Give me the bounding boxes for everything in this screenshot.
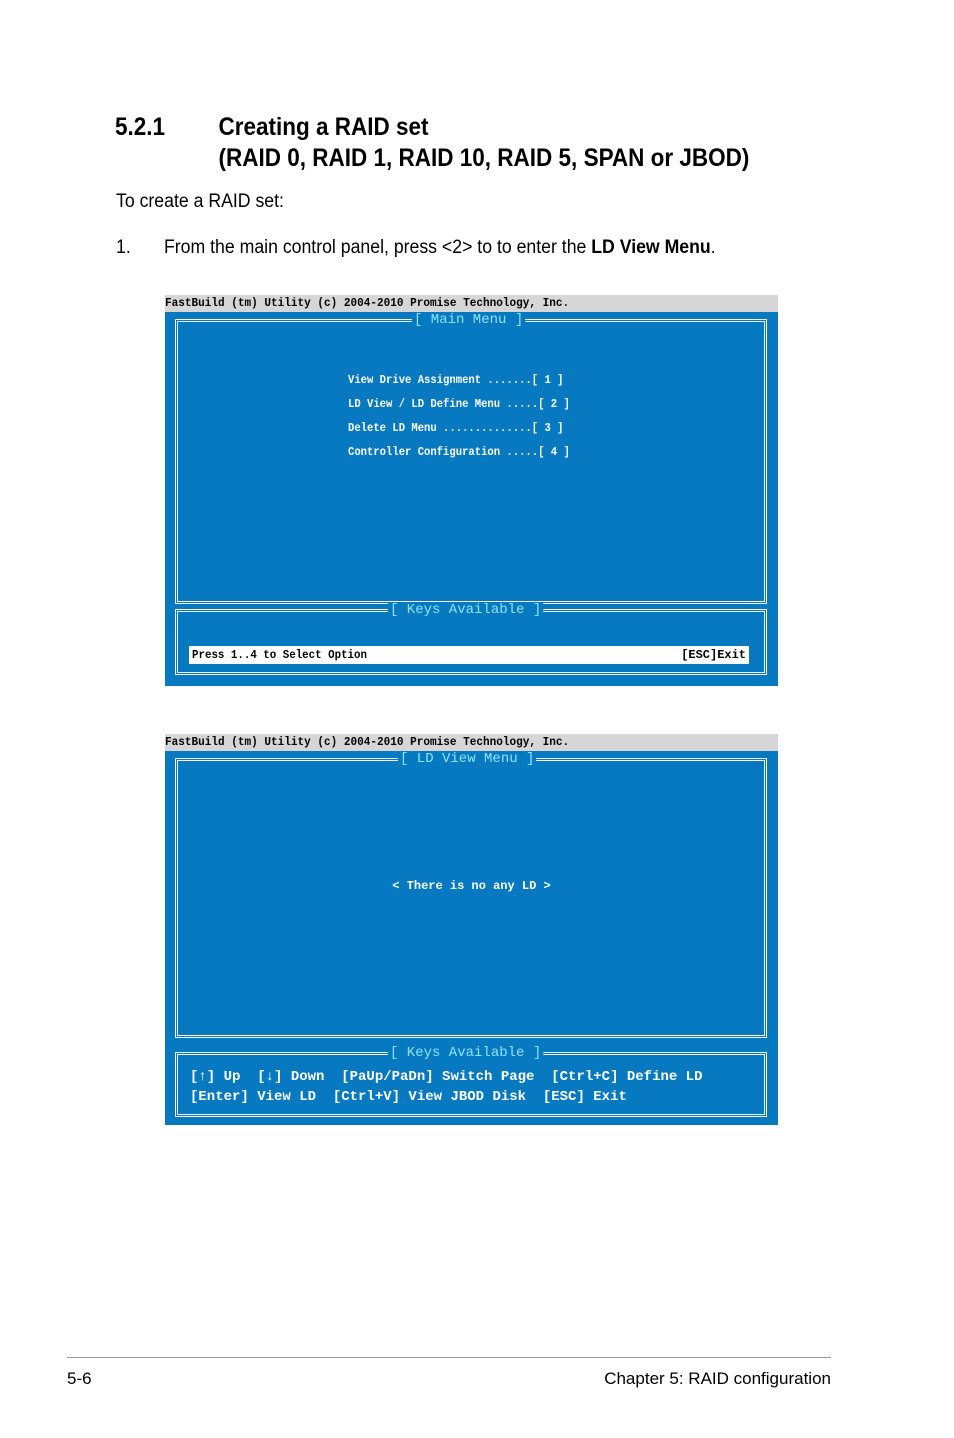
main-menu-frame: [175, 312, 767, 604]
no-ld-message: < There is no any LD >: [392, 879, 551, 893]
keys-line-2: [Enter] View LD [Ctrl+V] View JBOD Disk [ESC] Exit: [190, 1089, 627, 1105]
esc-exit-key[interactable]: [ESC]Exit: [681, 648, 746, 662]
utility-title-text: FastBuild (tm) Utility (c) 2004-2010 Promise Technology, Inc.: [165, 735, 570, 749]
page-number: 5-6: [67, 1369, 92, 1388]
menu-item-controller-configuration[interactable]: Controller Configuration .....[ 4 ]: [348, 445, 570, 459]
step-text-end: .: [710, 237, 716, 258]
step-number: 1.: [116, 237, 131, 258]
ld-view-menu-screenshot: [165, 734, 778, 1125]
main-menu-body: [165, 312, 778, 686]
intro-text: To create a RAID set:: [116, 191, 284, 212]
ld-view-menu-body: [165, 751, 778, 1125]
chapter-title: Chapter 5: RAID configuration: [604, 1369, 831, 1388]
utility-title-bar: [165, 295, 778, 312]
section-title-line2: (RAID 0, RAID 1, RAID 10, RAID 5, SPAN or JBOD): [218, 144, 750, 172]
section-title-line1: Creating a RAID set: [218, 113, 429, 141]
footer-divider: [67, 1357, 831, 1358]
ld-view-menu-frame: [175, 751, 767, 1038]
keys-available-frame: [175, 602, 767, 675]
main-menu-title: [ Main Menu ]: [414, 312, 524, 328]
step-text-bold: LD View Menu: [591, 237, 711, 258]
menu-item-delete-ld[interactable]: Delete LD Menu ..............[ 3 ]: [348, 421, 564, 435]
utility-title-text: FastBuild (tm) Utility (c) 2004-2010 Promise Technology, Inc.: [165, 296, 570, 310]
step-text-plain: From the main control panel, press <2> to to enter the: [164, 237, 592, 258]
main-menu-screenshot: [165, 295, 778, 686]
menu-item-view-drive-assignment[interactable]: View Drive Assignment .......[ 1 ]: [348, 373, 564, 387]
keys-line-1: [↑] Up [↓] Down [PaUp/PaDn] Switch Page [Ctrl+C] Define LD: [190, 1069, 703, 1085]
status-bar: [189, 646, 749, 664]
menu-item-ld-view-define[interactable]: LD View / LD Define Menu .....[ 2 ]: [348, 397, 570, 411]
utility-title-bar: [165, 734, 778, 751]
step-text: [164, 237, 716, 259]
keys-available-title: [ Keys Available ]: [390, 1045, 542, 1061]
keys-available-title: [ Keys Available ]: [390, 602, 542, 618]
section-number: 5.2.1: [115, 113, 166, 141]
ld-view-menu-title: [ LD View Menu ]: [400, 751, 535, 767]
status-hint: Press 1..4 to Select Option: [192, 648, 367, 662]
